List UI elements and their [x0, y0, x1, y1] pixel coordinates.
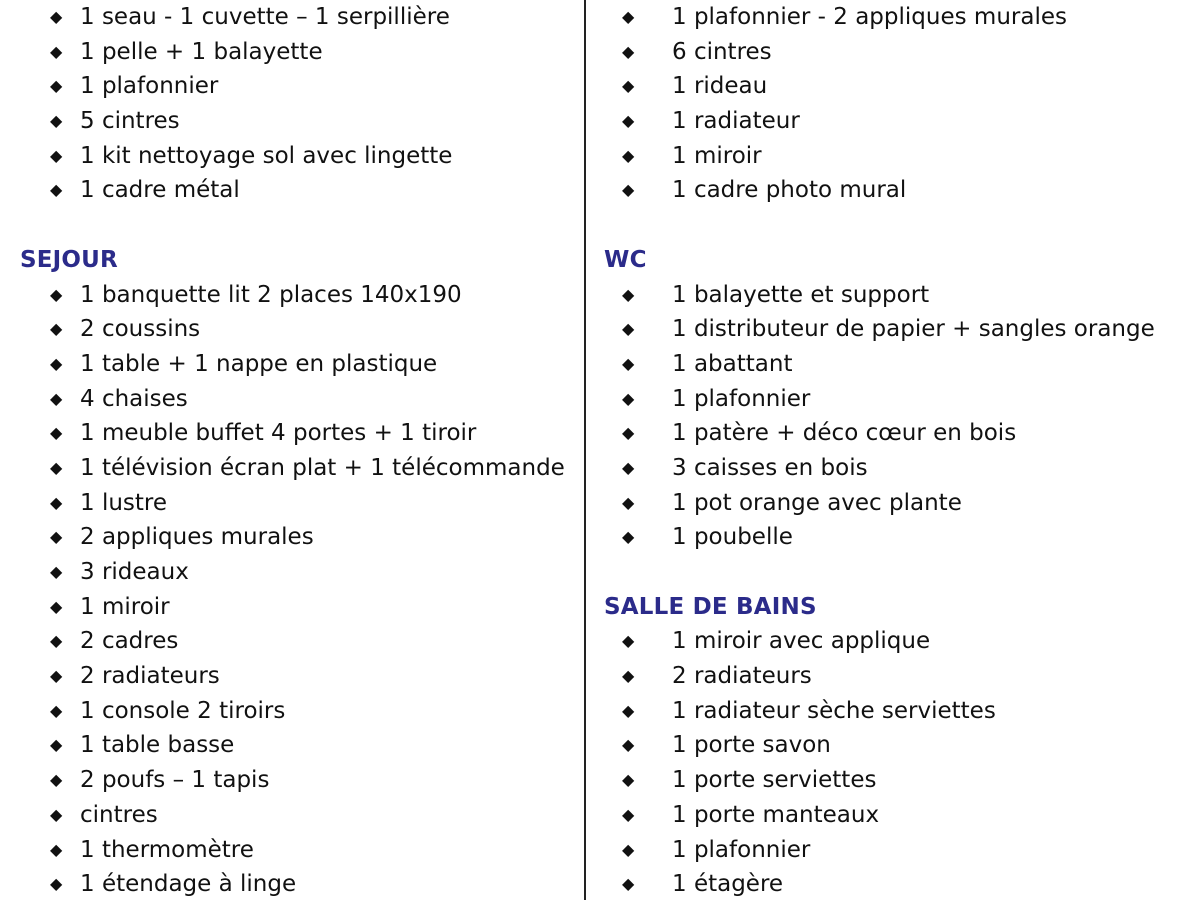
list-item: [604, 833, 1194, 868]
diamond-bullet-icon: ◆: [622, 284, 635, 304]
section-title-sejour: SEJOUR: [20, 246, 118, 273]
diamond-bullet-icon: ◆: [622, 631, 635, 651]
list-item: [604, 104, 1194, 139]
list-item-text: 1 plafonnier: [672, 385, 811, 412]
list-item-text: 4 chaises: [80, 385, 188, 412]
salle-de-bains-list: [604, 624, 1194, 902]
diamond-bullet-icon: ◆: [50, 666, 63, 686]
diamond-bullet-icon: ◆: [622, 41, 635, 61]
list-item-text: 1 table + 1 nappe en plastique: [80, 350, 438, 377]
list-item-text: 1 étendage à linge: [80, 871, 297, 898]
diamond-bullet-icon: ◆: [50, 631, 63, 651]
diamond-bullet-icon: ◆: [622, 839, 635, 859]
diamond-bullet-icon: ◆: [622, 388, 635, 408]
diamond-bullet-icon: ◆: [622, 111, 635, 131]
list-item: [604, 867, 1194, 902]
list-item-text: 2 radiateurs: [80, 663, 220, 690]
list-item-text: 1 lustre: [80, 489, 168, 516]
sejour-list: [20, 278, 580, 902]
list-item-text: cintres: [80, 801, 158, 828]
list-item-text: 2 appliques murales: [80, 524, 314, 551]
diamond-bullet-icon: ◆: [50, 353, 63, 373]
list-item-text: 1 cadre photo mural: [672, 177, 907, 204]
wc-list: [604, 278, 1194, 556]
diamond-bullet-icon: ◆: [50, 700, 63, 720]
list-item: [604, 139, 1194, 174]
diamond-bullet-icon: ◆: [50, 527, 63, 547]
list-item-text: 1 abattant: [672, 350, 793, 377]
list-item-text: 2 poufs – 1 tapis: [80, 767, 270, 794]
list-item-text: 1 rideau: [672, 73, 768, 100]
list-item-text: 1 étagère: [672, 871, 784, 898]
list-item-text: 6 cintres: [672, 38, 772, 65]
list-item: [604, 451, 1194, 486]
list-item: [20, 659, 580, 694]
diamond-bullet-icon: ◆: [50, 388, 63, 408]
diamond-bullet-icon: ◆: [622, 76, 635, 96]
diamond-bullet-icon: ◆: [50, 457, 63, 477]
diamond-bullet-icon: ◆: [622, 527, 635, 547]
section-title-salle-de-bains: SALLE DE BAINS: [604, 593, 817, 620]
list-item-text: 1 plafonnier: [80, 73, 219, 100]
list-item-text: 2 cadres: [80, 628, 179, 655]
list-item: [20, 104, 580, 139]
list-item: [604, 763, 1194, 798]
list-item-text: 1 thermomètre: [80, 836, 254, 863]
list-item-text: 1 poubelle: [672, 524, 793, 551]
diamond-bullet-icon: ◆: [622, 735, 635, 755]
spacer: [604, 208, 1194, 243]
list-item: [604, 659, 1194, 694]
list-item: [20, 486, 580, 521]
list-item: [20, 0, 580, 35]
diamond-bullet-icon: ◆: [50, 180, 63, 200]
list-item-text: 1 meuble buffet 4 portes + 1 tiroir: [80, 420, 477, 447]
diamond-bullet-icon: ◆: [50, 492, 63, 512]
list-item: [20, 173, 580, 208]
list-item: [604, 520, 1194, 555]
diamond-bullet-icon: ◆: [50, 562, 63, 581]
list-item: [604, 35, 1194, 70]
list-item-text: 1 table basse: [80, 732, 235, 759]
left-column: [20, 0, 580, 902]
list-item-text: 2 radiateurs: [672, 663, 812, 690]
list-item-text: 1 miroir avec applique: [672, 628, 931, 655]
right-column: [604, 0, 1194, 902]
list-item-text: 1 porte serviettes: [672, 767, 877, 794]
list-item-text: 5 cintres: [80, 108, 180, 135]
list-item: [604, 798, 1194, 833]
list-item-text: 1 radiateur sèche serviettes: [672, 697, 996, 724]
diamond-bullet-icon: ◆: [50, 596, 63, 616]
list-item-text: 1 porte savon: [672, 732, 831, 759]
diamond-bullet-icon: ◆: [50, 7, 63, 26]
list-item: [20, 590, 580, 625]
list-item: [20, 694, 580, 729]
list-item: [604, 278, 1194, 313]
list-item: [20, 451, 580, 486]
list-item-text: 1 distributeur de papier + sangles orange: [672, 316, 1155, 343]
list-item-text: 1 plafonnier - 2 appliques murales: [672, 4, 1067, 30]
list-item: [20, 278, 580, 313]
list-item: [20, 728, 580, 763]
diamond-bullet-icon: ◆: [622, 180, 635, 200]
list-item: [20, 624, 580, 659]
list-item-text: 1 plafonnier: [672, 836, 811, 863]
list-item-text: 1 télévision écran plat + 1 télécommande: [80, 454, 565, 481]
list-item-text: 1 pelle + 1 balayette: [80, 38, 323, 65]
diamond-bullet-icon: ◆: [50, 423, 63, 443]
diamond-bullet-icon: ◆: [50, 770, 63, 790]
diamond-bullet-icon: ◆: [50, 76, 63, 96]
list-item: [604, 382, 1194, 417]
list-item-text: 1 miroir: [672, 142, 762, 169]
diamond-bullet-icon: ◆: [622, 423, 635, 443]
list-item-text: 1 console 2 tiroirs: [80, 697, 286, 724]
list-item-text: 2 coussins: [80, 316, 201, 343]
diamond-bullet-icon: ◆: [622, 804, 635, 824]
diamond-bullet-icon: ◆: [622, 770, 635, 790]
list-item: [20, 416, 580, 451]
list-item: [604, 69, 1194, 104]
list-item-text: 3 rideaux: [80, 559, 189, 585]
list-item: [20, 69, 580, 104]
list-item: [20, 139, 580, 174]
diamond-bullet-icon: ◆: [50, 874, 63, 894]
diamond-bullet-icon: ◆: [50, 319, 63, 339]
list-item-text: 1 porte manteaux: [672, 801, 880, 828]
list-item: [604, 694, 1194, 729]
diamond-bullet-icon: ◆: [622, 7, 635, 26]
diamond-bullet-icon: ◆: [622, 145, 635, 165]
list-item: [604, 0, 1194, 35]
list-item: [20, 382, 580, 417]
list-item-text: 1 banquette lit 2 places 140x190: [80, 281, 462, 308]
left-top-list: [20, 0, 580, 208]
list-item: [20, 35, 580, 70]
diamond-bullet-icon: ◆: [50, 111, 63, 131]
diamond-bullet-icon: ◆: [50, 804, 63, 824]
list-item-text: 1 cadre métal: [80, 177, 240, 204]
diamond-bullet-icon: ◆: [50, 284, 63, 304]
list-item-text: 1 seau - 1 cuvette – 1 serpillière: [80, 4, 450, 30]
list-item: [20, 798, 580, 833]
list-item-text: 1 patère + déco cœur en bois: [672, 420, 1017, 447]
list-item-text: 1 balayette et support: [672, 281, 930, 308]
list-item-text: 1 kit nettoyage sol avec lingette: [80, 142, 453, 169]
section-title-wc: WC: [604, 246, 647, 273]
list-item-text: 1 miroir: [80, 593, 170, 620]
right-top-list: [604, 0, 1194, 208]
list-item: [604, 312, 1194, 347]
list-item-text: 1 radiateur: [672, 108, 800, 135]
list-item: [20, 833, 580, 868]
diamond-bullet-icon: ◆: [622, 457, 635, 477]
diamond-bullet-icon: ◆: [50, 145, 63, 165]
list-item: [20, 763, 580, 798]
list-item-text: 3 caisses en bois: [672, 454, 868, 481]
diamond-bullet-icon: ◆: [622, 666, 635, 686]
spacer: [604, 555, 1194, 590]
list-item: [604, 486, 1194, 521]
diamond-bullet-icon: ◆: [622, 874, 635, 894]
diamond-bullet-icon: ◆: [50, 735, 63, 755]
diamond-bullet-icon: ◆: [50, 839, 63, 859]
list-item: [604, 347, 1194, 382]
diamond-bullet-icon: ◆: [622, 353, 635, 373]
list-item: [20, 555, 580, 590]
spacer: [20, 208, 580, 243]
list-item: [604, 624, 1194, 659]
diamond-bullet-icon: ◆: [622, 492, 635, 512]
list-item: [604, 173, 1194, 208]
list-item: [20, 312, 580, 347]
list-item: [20, 867, 580, 902]
diamond-bullet-icon: ◆: [622, 319, 635, 339]
list-item: [20, 347, 580, 382]
diamond-bullet-icon: ◆: [622, 700, 635, 720]
list-item-text: 1 pot orange avec plante: [672, 489, 962, 516]
diamond-bullet-icon: ◆: [50, 41, 63, 61]
list-item: [604, 728, 1194, 763]
column-divider: [584, 0, 586, 900]
list-item: [604, 416, 1194, 451]
list-item: [20, 520, 580, 555]
